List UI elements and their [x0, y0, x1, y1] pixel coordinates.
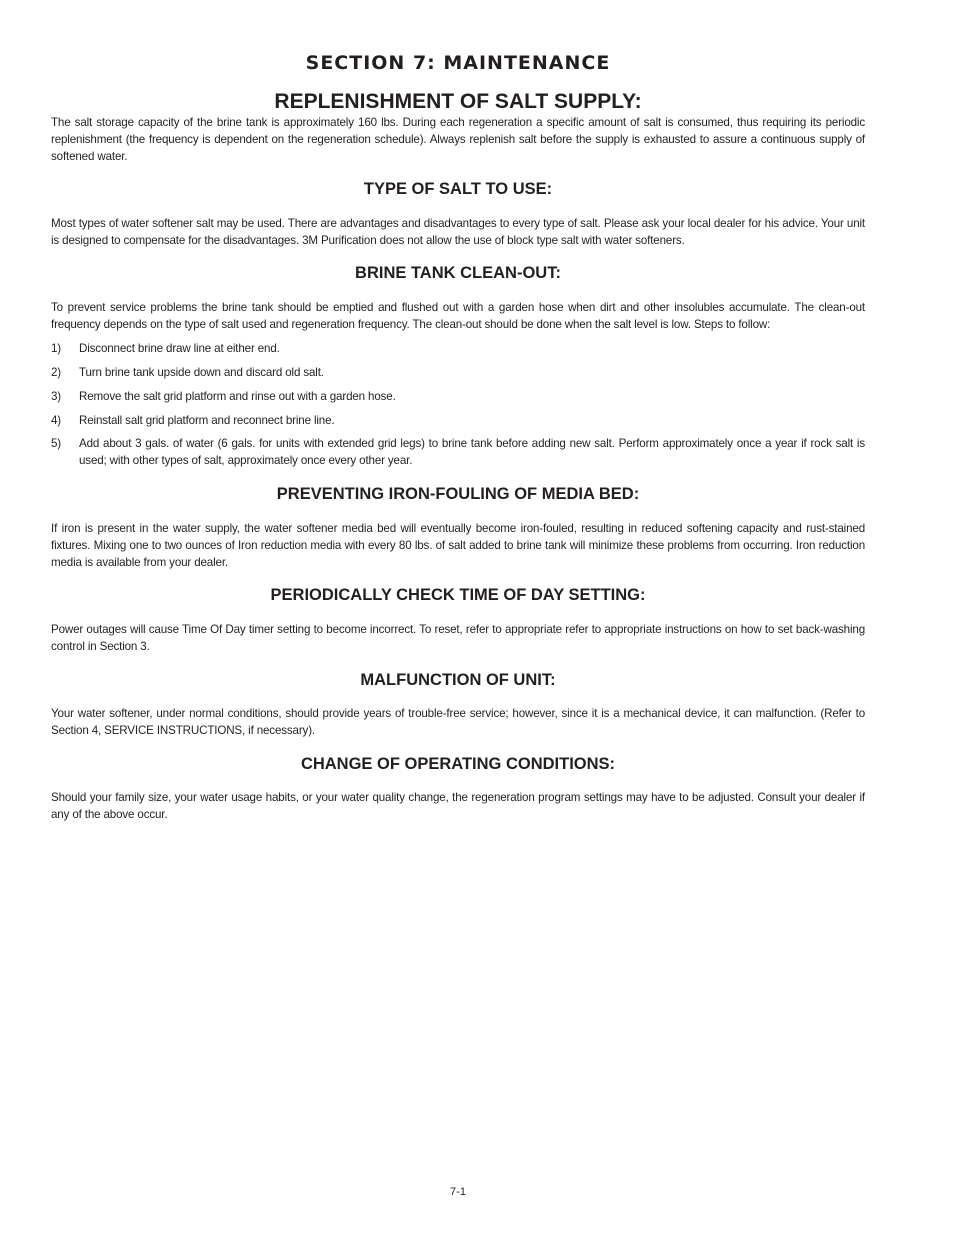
step-text: Reinstall salt grid platform and reconnect brine line. — [79, 414, 335, 427]
intro-paragraph: The salt storage capacity of the brine tank is approximately 160 lbs. During each regeneration a specific amount of salt is consumed, thus requiring its periodic replenishment (the frequency is dependent on the regeneration schedule). Always replenish salt before the supply is exhausted to assure a continuous supply of softened water. — [51, 116, 865, 163]
paragraph-clean-out: To prevent service problems the brine tank should be emptied and flushed out with a garden hose when dirt and other insolubles accumulate. The clean-out frequency depends on the type of salt used and regeneration frequency. The clean-out should be done when the salt level is low. Steps to follow: — [51, 301, 865, 331]
step-number: 1) — [51, 342, 62, 355]
heading-clean-out: BRINE TANK CLEAN-OUT: — [355, 264, 561, 282]
paragraph-salt-type: Most types of water softener salt may be used. There are advantages and disadvantages to every type of salt. Please ask your local dealer for his advice. Your unit is designed to compensate for the disadvantages. 3M Purification does not allow the use of block type salt with water softeners. — [51, 217, 865, 247]
step-text: Disconnect brine draw line at either end. — [79, 342, 280, 355]
paragraph-operating-conditions: Should your family size, your water usage habits, or your water quality change, the regeneration program settings may have to be adjusted. Consult your dealer if any of the above occur. — [51, 791, 865, 821]
section-title: SECTION 7: MAINTENANCE — [305, 52, 611, 74]
step-number: 5) — [51, 437, 62, 450]
heading-time-of-day: PERIODICALLY CHECK TIME OF DAY SETTING: — [270, 586, 646, 604]
heading-operating-conditions: CHANGE OF OPERATING CONDITIONS: — [300, 755, 616, 773]
page-number: 7-1 — [450, 1186, 466, 1198]
step-number: 3) — [51, 390, 62, 403]
step-text: Remove the salt grid platform and rinse out with a garden hose. — [79, 390, 396, 403]
paragraph-time-of-day: Power outages will cause Time Of Day timer setting to become incorrect. To reset, refer to appropriate refer to appropriate instructions on how to set back-washing control in Section 3. — [51, 623, 865, 653]
step-number: 2) — [51, 366, 62, 379]
main-title: REPLENISHMENT OF SALT SUPPLY: — [274, 90, 642, 113]
step-text: Add about 3 gals. of water (6 gals. for units with extended grid legs) to brine tank before adding new salt. Perform approximately once a year if rock salt is used; with other types of salt, approximately once every other year. — [79, 437, 865, 467]
paragraph-iron-fouling: If iron is present in the water supply, the water softener media bed will eventually become iron-fouled, resulting in reduced softening capacity and rust-stained fixtures. Mixing one to two ounces of Iron reduction media with every 80 lbs. of salt added to brine tank will minimize these problems from occurring. Iron reduction media is available from your dealer. — [51, 522, 865, 569]
step-text: Turn brine tank upside down and discard old salt. — [79, 366, 324, 379]
heading-salt-type: TYPE OF SALT TO USE: — [363, 180, 553, 198]
heading-malfunction: MALFUNCTION OF UNIT: — [360, 671, 556, 689]
heading-iron-fouling: PREVENTING IRON-FOULING OF MEDIA BED: — [276, 485, 640, 503]
step-number: 4) — [51, 414, 62, 427]
paragraph-malfunction: Your water softener, under normal conditions, should provide years of trouble-free service; however, since it is a mechanical device, it can malfunction. (Refer to Section 4, SERVICE INSTRUCTIONS, if necessary). — [51, 707, 865, 737]
